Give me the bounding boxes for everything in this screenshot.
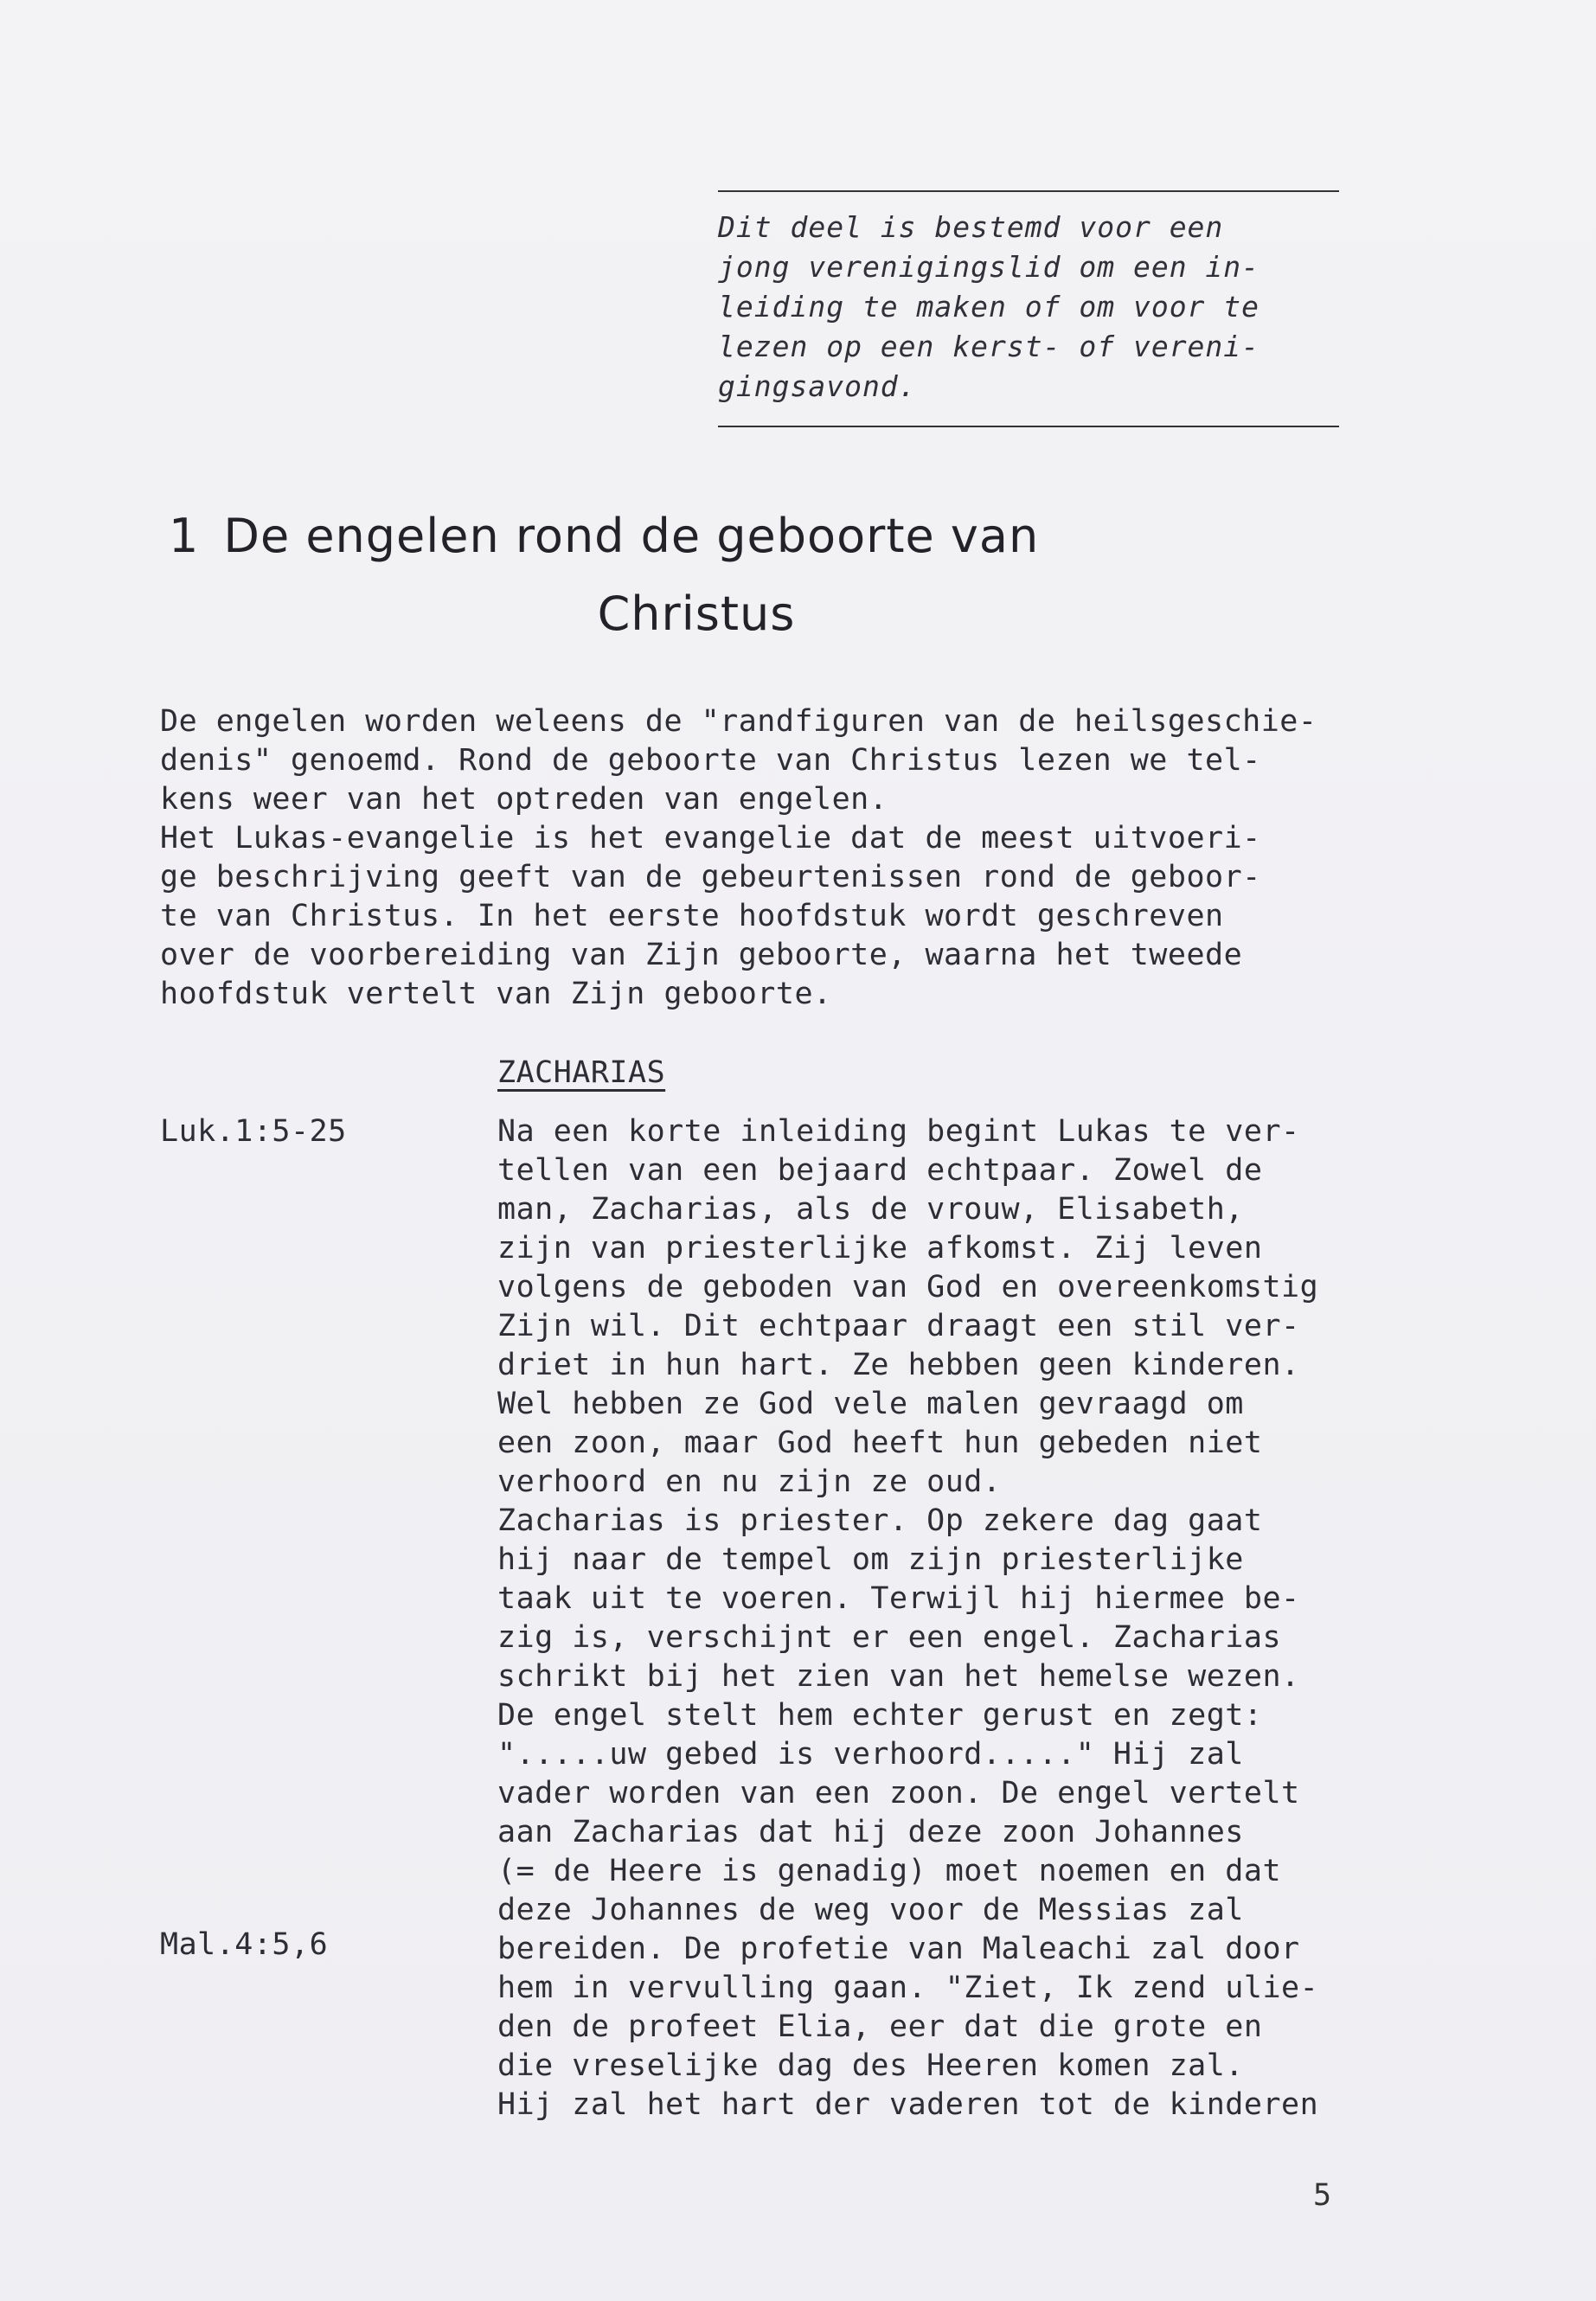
intro-text: Dit deel is bestemd voor een jong verenigingslid om een in- leiding te maken of om voor te lezen op een kerst- of vereni- gingsavond.: [718, 210, 1260, 403]
intro-paragraph: De engelen worden weleens de "randfiguren van de heilsgeschie- denis" genoemd. Rond de geboorte van Christus lezen we tel- kens weer van het optreden van engelen. Het Lukas-evangelie is het evangelie dat de meest uitvoeri- ge beschrijving geeft van de gebeurtenissen rond de geboor- te van Christus. In het eerste hoofdstuk wordt geschreven over de voorbereiding van Zijn geboorte, waarna het tweede hoofdstuk vertelt van Zijn geboorte.: [160, 704, 1317, 1011]
intro-box: [718, 190, 1339, 427]
chapter-title-text: De engelen rond de geboorte van: [223, 509, 1040, 563]
chapter-number: 1: [169, 509, 200, 563]
chapter-title-line2: Christus: [597, 586, 796, 641]
chapter-title-line1: [169, 497, 1362, 575]
page-number: 5: [1313, 2178, 1332, 2213]
margin-reference: Mal.4:5,6: [160, 1927, 329, 1962]
bottom-rule: [718, 426, 1339, 427]
margin-reference: Luk.1:5-25: [160, 1114, 347, 1149]
chapter-title: [169, 497, 1362, 653]
section-body-text: Na een korte inleiding begint Lukas te ver- tellen van een bejaard echtpaar. Zowel de man, Zacharias, als de vrouw, Elisabeth, zijn van priesterlijke afkomst. Zij leven volgens de geboden van God en overeenkomstig Zijn wil. Dit echtpaar draagt een stil ver- driet in hun hart. Ze hebben geen kinderen. Wel hebben ze God vele malen gevraagd om een zoon, maar God heeft hun gebeden niet verhoord en nu zijn ze oud. Zacharias is priester. Op zekere dag gaat hij naar de tempel om zijn priesterlijke taak uit te voeren. Terwijl hij hiermee be- zig is, verschijnt er een engel. Zacharias schrikt bij het zien van het hemelse wezen. De engel stelt hem echter gerust en zegt: ".....uw gebed is verhoord....." Hij zal vader worden van een zoon. De engel vertelt aan Zacharias dat hij deze zoon Johannes (= de Heere is genadig) moet noemen en dat deze Johannes de weg voor de Messias zal bereiden. De profetie van Maleachi zal door hem in vervulling gaan. "Ziet, Ik zend ulie- den de profeet Elia, eer dat die grote en die vreselijke dag des Heeren komen zal. Hij zal het hart der vaderen tot de kinderen: [497, 1114, 1319, 2122]
section-heading: ZACHARIAS: [497, 1055, 666, 1090]
